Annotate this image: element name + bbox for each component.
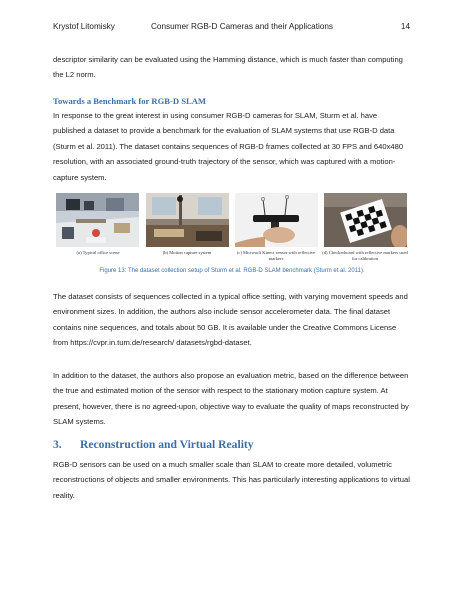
subcaption-c: (c) Microsoft Kinect sensor with reflective markers [236, 250, 316, 261]
subcaption-b: (b) Motion capture system [162, 250, 212, 255]
section-number: 3. [53, 438, 62, 451]
section-heading [53, 438, 254, 451]
metric-paragraph: In addition to the dataset, the authors also propose an evaluation metric, based on the difference between the true and estimated motion of the sensor with respect to the stationary motion capture system. At present, however, there is no agreed-upon, objective way to evaluate the quality of maps reconstructed by SLAM systems. [53, 371, 409, 427]
page-number: 14 [400, 22, 410, 31]
header-author: Krystof Litomisky [53, 22, 115, 31]
kinect-sensor-photo [235, 193, 318, 247]
intro-paragraph: descriptor similarity can be evaluated using the Hamming distance, which is much faster than computing the L2 norm. [53, 55, 403, 80]
dataset-paragraph: The dataset consists of sequences collected in a typical office setting, with varying movement speeds and environment sizes. In addition, the authors also include sensor accelerometer data. The final dataset contains nine sequences, and totals about 50 GB. It is available under the Creative Commons License from https://cvpr.in.tum.de/research/ datasets/rgbd-dataset. [53, 292, 408, 348]
figure-13 [53, 193, 409, 263]
section-paragraph: RGB-D sensors can be used on a much smaller scale than SLAM to create more detailed, volumetric reconstructions of objects and smaller environments. This has particularly interesting applications to virtual reality. [53, 460, 410, 500]
subcaption-a: (a) Typical office scene [76, 250, 120, 255]
header-title: Consumer RGB-D Cameras and their Applications [151, 22, 334, 31]
checkerboard-photo [324, 193, 407, 247]
subsection-heading: Towards a Benchmark for RGB-D SLAM [53, 96, 207, 106]
section-title: Reconstruction and Virtual Reality [80, 438, 254, 451]
figure-caption: Figure 13: The dataset collection setup of Sturm et al. RGB-D SLAM benchmark (Sturm et al. 2011). [99, 268, 365, 274]
subsection-paragraph: In response to the great interest in using consumer RGB-D cameras for SLAM, Sturm et al. have published a dataset to provide a benchmark for the evaluation of SLAM systems that use RGB-D data (Sturm et al. 2011). The dataset contains sequences of RGB-D frames collected at 30 FPS and 640x480 resolution, with an associated ground-truth trajectory of the sensor, which was captured with a motion-capture system. [53, 111, 404, 182]
office-scene-photo [56, 193, 139, 247]
motion-capture-photo [146, 193, 229, 247]
subcaption-d: (d) Checkerboard with reflective markers used for calibration [322, 250, 408, 261]
